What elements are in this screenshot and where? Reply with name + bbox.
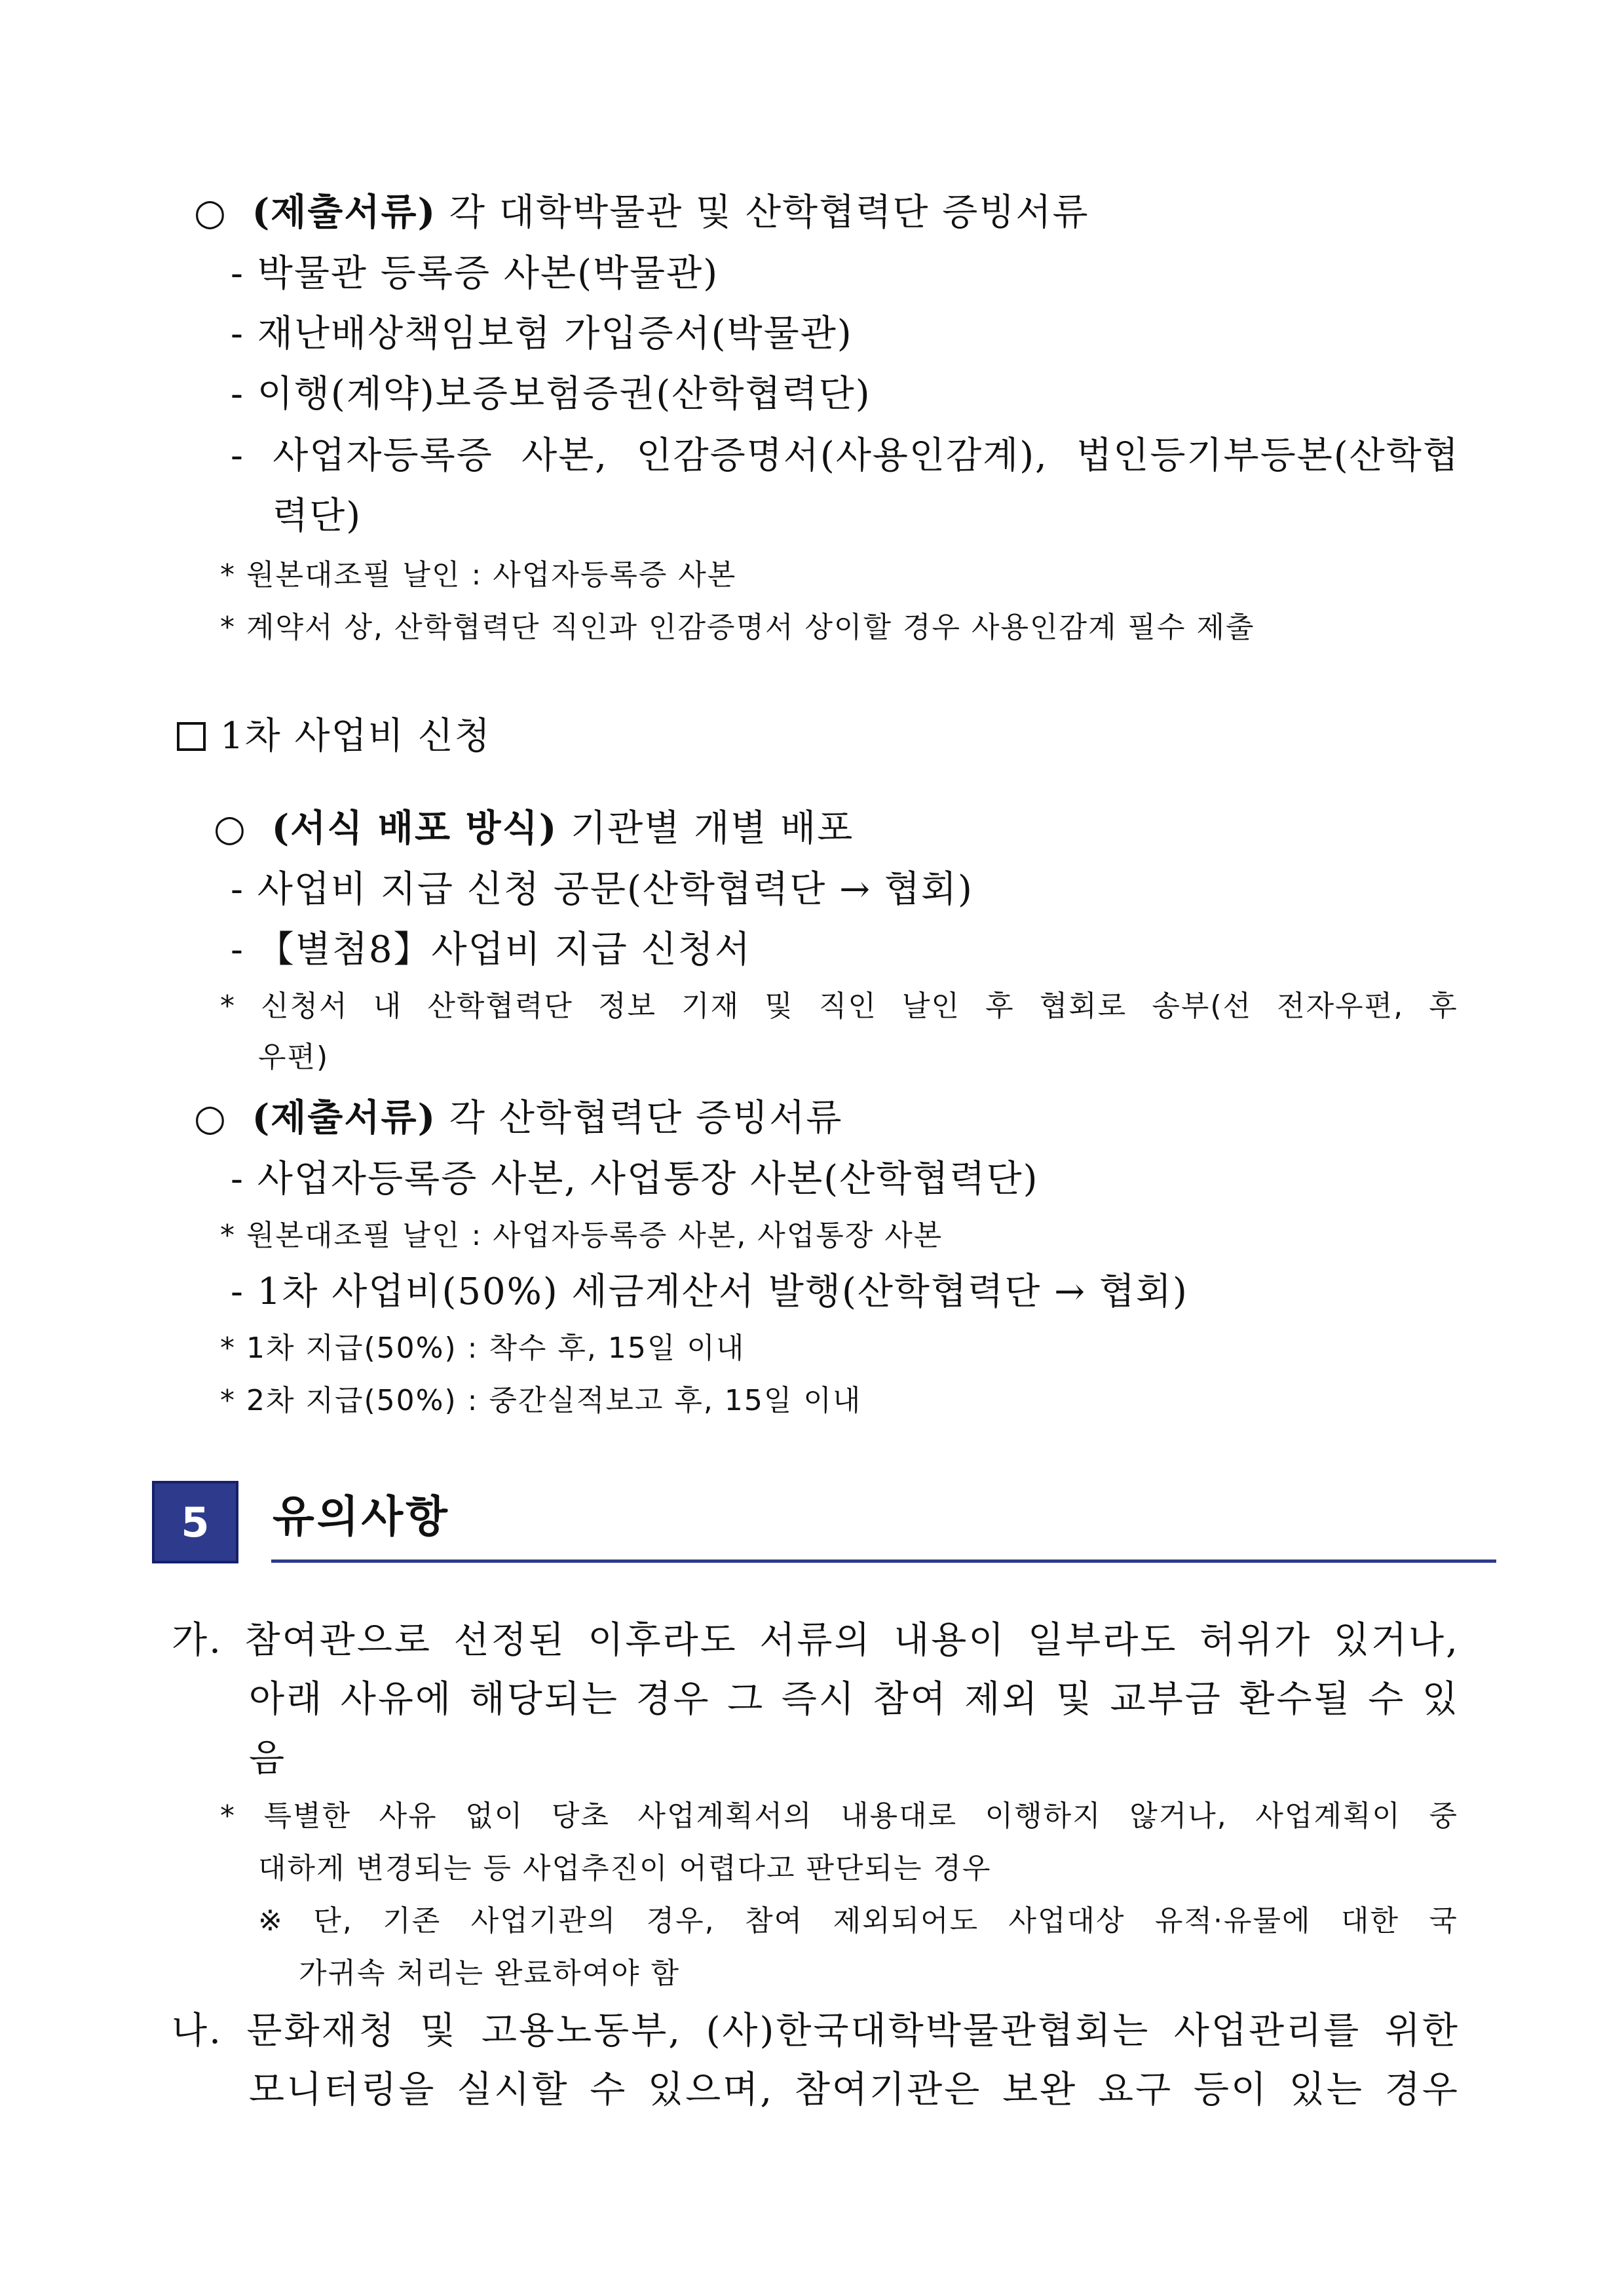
subsection-title-text: 1차 사업비 신청: [220, 715, 491, 757]
word: 중: [1429, 1799, 1458, 1833]
section-underline: [271, 1559, 1496, 1563]
word: 고용노동부,: [481, 2010, 683, 2052]
word: 정보: [598, 989, 657, 1023]
word: 사업계획이: [1255, 1799, 1401, 1833]
word: 사유에: [340, 1678, 453, 1721]
list-item: - 이행(계약)보증보험증권(산학협력단): [231, 373, 871, 415]
list-item: - 박물관 등록증 사본(박물관): [231, 252, 719, 295]
circle-bullet: ○: [214, 807, 247, 850]
word: 있는: [1289, 2069, 1365, 2111]
section-title: 유의사항: [273, 1491, 451, 1542]
footnote-continuation: 우편): [258, 1041, 330, 1074]
paragraph-line: [249, 1678, 1460, 1721]
list-item: - 【별첨8】사업비 지급 신청서: [231, 928, 751, 971]
word: 참여: [745, 1904, 804, 1938]
word: 사본,: [521, 434, 609, 477]
word: 국: [1429, 1904, 1458, 1938]
word: 내용이: [894, 1619, 1006, 1662]
list-item: - 사업자등록증 사본, 사업통장 사본(산학협력단): [231, 1158, 1039, 1200]
word: (사)한국대학박물관협회는: [706, 2010, 1150, 2052]
word: -: [231, 434, 244, 477]
circle-bullet: ○: [194, 191, 227, 234]
word: 대한: [1340, 1904, 1399, 1938]
word: 단,: [313, 1904, 353, 1938]
word: 전자우편,: [1277, 989, 1405, 1023]
word: 및: [765, 989, 794, 1023]
heading-label-bold: (제출서류): [252, 191, 437, 234]
word: 허위가: [1199, 1619, 1312, 1662]
word: 특별한: [263, 1799, 352, 1833]
word: 협회로: [1039, 989, 1127, 1023]
list-item: - 사업비 지급 신청 공문(산학협력단 → 협회): [231, 868, 973, 911]
list-item: - 재난배상책임보험 가입증서(박물관): [231, 313, 853, 355]
word: 있: [1422, 1678, 1460, 1721]
word: 산학협력단: [427, 989, 573, 1023]
word: 모니터링을: [249, 2069, 436, 2111]
word: 않거나,: [1129, 1799, 1228, 1833]
heading-label-bold: (서식 배포 방식): [271, 807, 558, 850]
word: 가.: [172, 1619, 223, 1662]
submission-docs-heading: [194, 191, 1089, 234]
paragraph-line: [172, 1619, 1460, 1662]
reference-note-continuation: 가귀속 처리는 완료하여야 함: [299, 1957, 681, 1990]
word: 유적·유물에: [1154, 1904, 1312, 1938]
word: 기존: [383, 1904, 442, 1938]
heading-text: 각 산학협력단 증빙서류: [436, 1097, 843, 1139]
word: 일부라도: [1028, 1619, 1178, 1662]
paragraph-line: [249, 2069, 1460, 2111]
word: *: [220, 1799, 236, 1833]
word: 그: [727, 1678, 765, 1721]
footnote: * 계약서 상, 산학협력단 직인과 인감증명서 상이할 경우 사용인감계 필수 제출: [220, 611, 1255, 644]
word: 없이: [465, 1799, 524, 1833]
word: 문화재청: [246, 2010, 396, 2052]
word: 후: [1429, 989, 1458, 1023]
word: 수: [1368, 1678, 1406, 1721]
word: 보완: [1002, 2069, 1078, 2111]
word: 요구: [1097, 2069, 1173, 2111]
word: 제외되어도: [833, 1904, 979, 1938]
word: 사업계획서의: [637, 1799, 813, 1833]
word: 내: [373, 989, 403, 1023]
list-item-justified: [231, 434, 1460, 477]
submission-docs-heading: [194, 1096, 843, 1139]
footnote: * 원본대조필 날인 : 사업자등록증 사본: [220, 558, 737, 592]
word: 나.: [172, 2010, 223, 2052]
word: 있거나,: [1333, 1619, 1460, 1662]
word: 있으며,: [648, 2069, 774, 2111]
word: 교부금: [1110, 1678, 1222, 1721]
list-item: - 1차 사업비(50%) 세금계산서 발행(산학협력단 → 협회): [231, 1271, 1188, 1313]
word: 당초: [551, 1799, 610, 1833]
word: 신청서: [261, 989, 349, 1023]
word: 인감증명서(사용인감계),: [636, 434, 1048, 477]
word: 참여: [873, 1678, 948, 1721]
word: ※: [258, 1904, 284, 1938]
word: 즉시: [781, 1678, 856, 1721]
word: 경우: [1384, 2069, 1460, 2111]
word: 사유: [379, 1799, 438, 1833]
word: 내용대로: [840, 1799, 958, 1833]
word: 위한: [1384, 2010, 1460, 2052]
word: 이행하지: [985, 1799, 1102, 1833]
paragraph-line: [172, 2010, 1460, 2052]
word: 사업대상: [1008, 1904, 1125, 1938]
word: 법인등기부등본(산학협: [1076, 434, 1460, 477]
word: 선정된: [453, 1619, 566, 1662]
word: 기재: [681, 989, 740, 1023]
footnote: * 2차 지급(50%) : 중간실적보고 후, 15일 이내: [220, 1384, 862, 1417]
word: *: [220, 989, 236, 1023]
word: 참여기관은: [794, 2069, 982, 2111]
word: 후: [985, 989, 1015, 1023]
word: 사업자등록증: [273, 434, 493, 477]
heading-text: 기관별 개별 배포: [557, 807, 854, 850]
footnote-continuation: 대하게 변경되는 등 사업추진이 어렵다고 판단되는 경우: [258, 1852, 992, 1885]
word: 등이: [1193, 2069, 1269, 2111]
word: 수: [590, 2069, 628, 2111]
paragraph-line: 음: [249, 1737, 287, 1780]
footnote-justified: [220, 1799, 1458, 1833]
footnote-justified: [220, 989, 1458, 1023]
word: 실시할: [457, 2069, 569, 2111]
word: 송부(선: [1152, 989, 1253, 1023]
reference-note-justified: [258, 1904, 1458, 1938]
heading-text: 각 대학박물관 및 산학협력단 증빙서류: [436, 191, 1089, 234]
word: 날인: [902, 989, 961, 1023]
section-number-badge: 5: [152, 1481, 238, 1563]
subsection-title: [177, 715, 491, 757]
footnote: * 1차 지급(50%) : 착수 후, 15일 이내: [220, 1331, 746, 1365]
word: 사업관리를: [1173, 2010, 1361, 2052]
word: 아래: [249, 1678, 324, 1721]
word: 해당되는: [469, 1678, 619, 1721]
word: 및: [420, 2010, 458, 2052]
circle-bullet: ○: [194, 1097, 227, 1139]
word: 제외: [964, 1678, 1040, 1721]
list-item-continuation: 력단): [273, 495, 362, 537]
word: 서류의: [759, 1619, 872, 1662]
word: 사업기관의: [470, 1904, 617, 1938]
checkbox-square-icon: [177, 722, 206, 751]
word: 및: [1055, 1678, 1094, 1721]
word: 환수될: [1239, 1678, 1351, 1721]
footnote: * 원본대조필 날인 : 사업자등록증 사본, 사업통장 사본: [220, 1219, 943, 1252]
word: 참여관으로: [244, 1619, 432, 1662]
heading-label-bold: (제출서류): [252, 1096, 437, 1139]
word: 이후라도: [588, 1619, 738, 1662]
format-heading: [214, 807, 854, 850]
word: 경우,: [646, 1904, 715, 1938]
word: 직인: [818, 989, 877, 1023]
word: 경우: [635, 1678, 711, 1721]
